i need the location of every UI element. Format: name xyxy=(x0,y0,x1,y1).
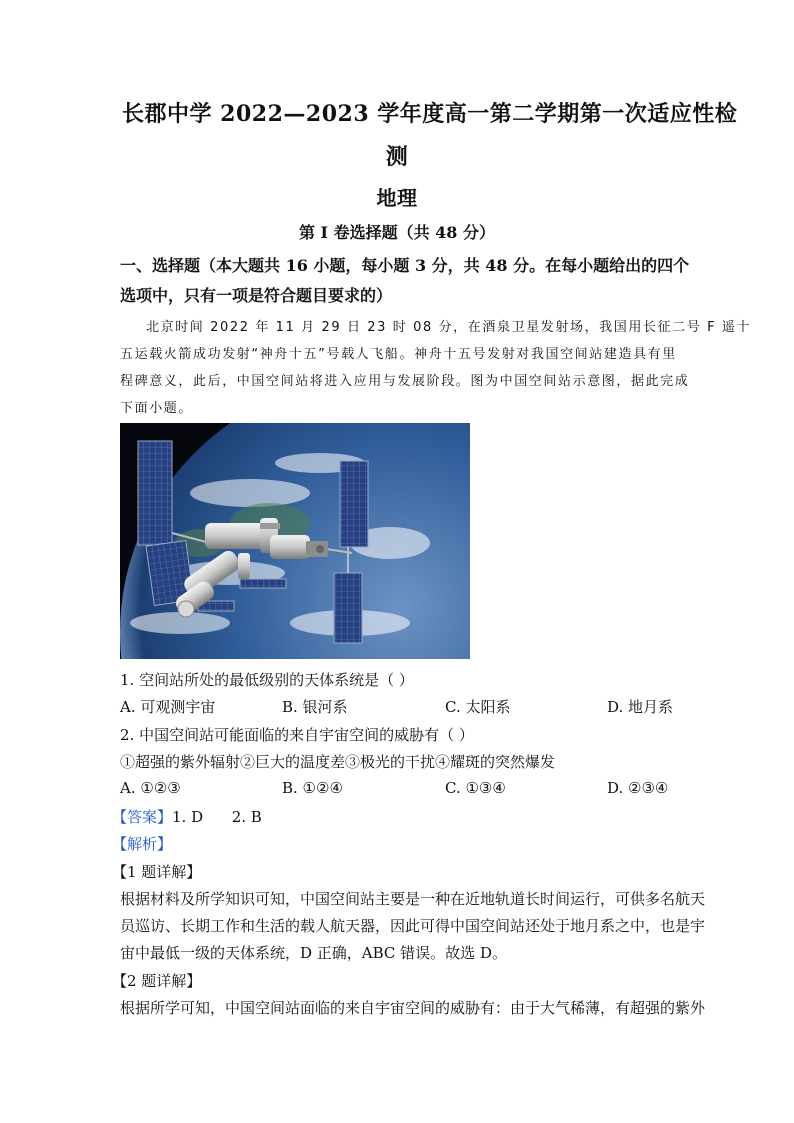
question-1-option-c[interactable]: C. 太阳系 xyxy=(445,698,511,716)
analysis-label: 【解析】 xyxy=(112,835,173,853)
material-line-3: 程碑意义，此后，中国空间站将进入应用与发展阶段。图为中国空间站示意图，据此完成 xyxy=(120,374,690,389)
question-2-stem: 2. 中国空间站可能面临的来自宇宙空间的威胁有（ ） xyxy=(120,726,474,744)
question-2-option-b[interactable]: B. ①②④ xyxy=(282,779,343,797)
question-2-statements: ①超强的紫外辐射②巨大的温度差③极光的干扰④耀斑的突然爆发 xyxy=(120,753,556,771)
question-1-stem: 1. 空间站所处的最低级别的天体系统是（ ） xyxy=(120,671,414,689)
q2-detail-line-1: 根据所学可知，中国空间站面临的来自宇宙空间的威胁有：由于大气稀薄，有超强的紫外 xyxy=(120,999,706,1017)
q1-detail-line-2: 员巡访、长期工作和生活的载人航天器，因此可得中国空间站还处于地月系之中，也是宇 xyxy=(120,917,706,935)
q2-detail-label: 【2 题详解】 xyxy=(112,972,202,990)
page-title-line1: 长郡中学 2022—2023 学年度高一第二学期第一次适应性检 xyxy=(122,101,738,127)
q1-detail-line-3: 宙中最低一级的天体系统，D 正确，ABC 错误。故选 D。 xyxy=(120,944,507,962)
space-station-image xyxy=(120,423,470,659)
answer-label: 【答案】 xyxy=(112,808,173,826)
q1-detail-line-1: 根据材料及所学知识可知，中国空间站主要是一种在近地轨道长时间运行，可供多名航天 xyxy=(120,890,706,908)
subject-title: 地理 xyxy=(376,186,418,210)
section-title: 第 I 卷选择题（共 48 分） xyxy=(298,223,496,242)
answer-row xyxy=(112,806,262,827)
question-1-option-a[interactable]: A. 可观测宇宙 xyxy=(120,698,216,716)
question-2-option-d[interactable]: D. ②③④ xyxy=(607,779,669,797)
question-1-option-d[interactable]: D. 地月系 xyxy=(607,698,674,716)
page-title-line2: 测 xyxy=(385,144,409,170)
question-2-option-c[interactable]: C. ①③④ xyxy=(445,779,506,797)
question-2-option-a[interactable]: A. ①②③ xyxy=(120,779,181,797)
instructions-line1: 一、选择题（本大题共 16 小题，每小题 3 分，共 48 分。在每小题给出的四个 xyxy=(120,256,690,275)
instructions-line2: 选项中，只有一项是符合题目要求的） xyxy=(120,286,393,305)
material-line-2: 五运载火箭成功发射“神舟十五”号载人飞船。神舟十五号发射对我国空间站建造具有里 xyxy=(120,347,677,362)
answer-text: 1. D 2. B xyxy=(172,808,262,826)
q1-detail-label: 【1 题详解】 xyxy=(112,863,202,881)
question-1-option-b[interactable]: B. 银河系 xyxy=(282,698,348,716)
material-line-4: 下面小题。 xyxy=(120,401,194,416)
material-line-1: 北京时间 2022 年 11 月 29 日 23 时 08 分，在酒泉卫星发射场，我国用长征二号 F 遥十 xyxy=(146,320,752,335)
